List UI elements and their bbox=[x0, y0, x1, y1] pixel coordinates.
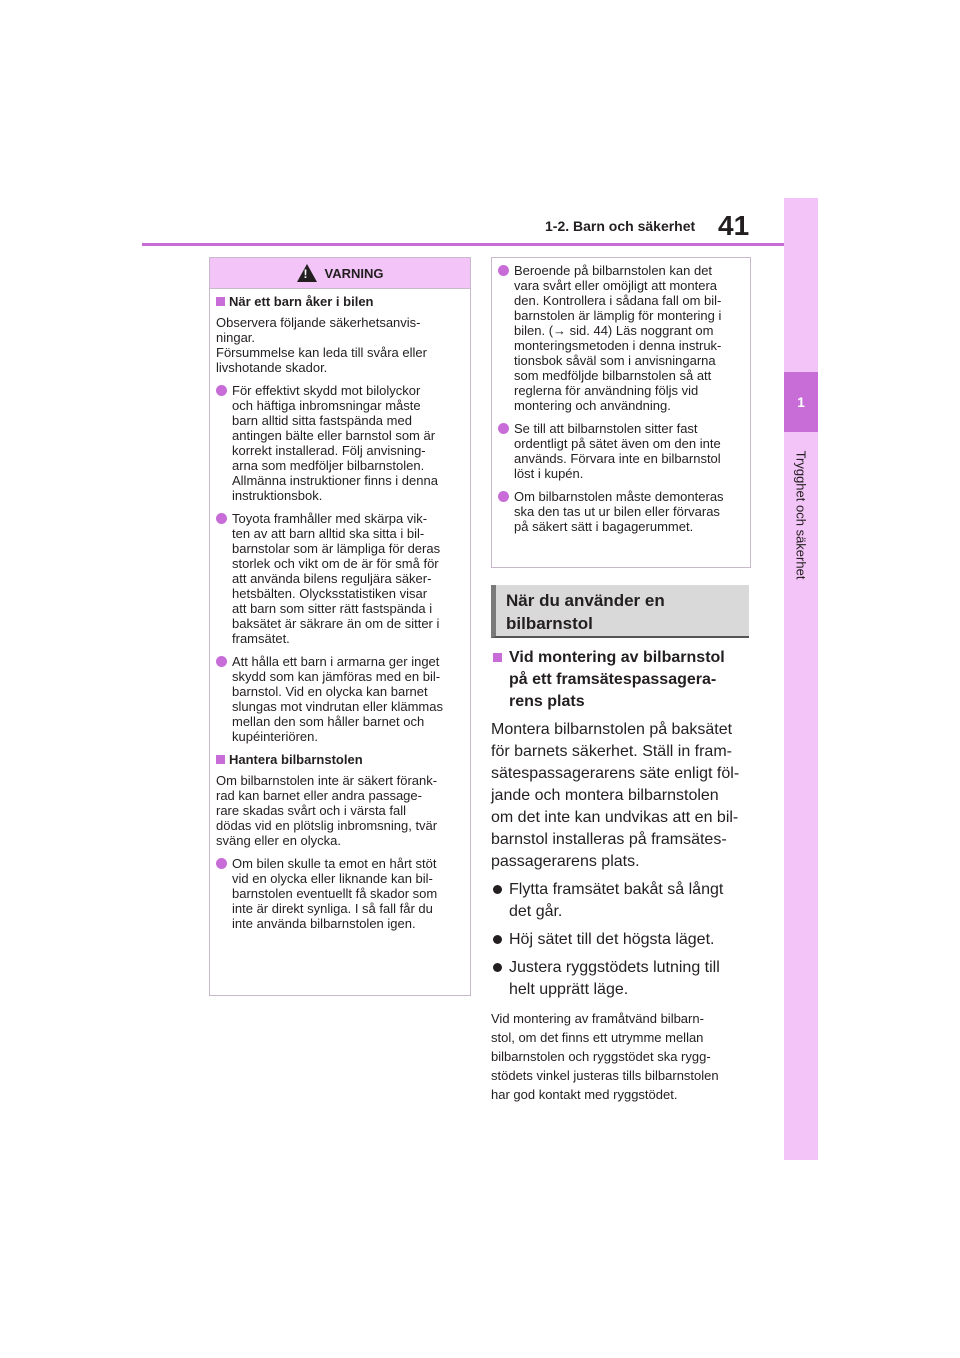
step-item: Justera ryggstödets lutning till helt upprätt läge. bbox=[491, 957, 753, 1001]
warning-bullet: Om bilen skulle ta emot en hårt stöt vid en olycka eller liknande kan bil- barnstolen eventuellt få skador som inte är direkt synliga. I så fall får du inte använda bilbarnstolen igen. bbox=[216, 856, 464, 931]
sub-heading: Vid montering av bilbarnstol på ett framsätespassagera- rens plats bbox=[491, 647, 753, 713]
bullet-dot-icon bbox=[216, 513, 227, 524]
square-bullet-icon bbox=[216, 297, 225, 306]
section-body bbox=[491, 647, 753, 1104]
bullet-dot-icon bbox=[493, 963, 502, 972]
warning-title: VARNING bbox=[324, 265, 384, 281]
warning-intro-1: Observera följande säkerhetsanvis- ningar. Försummelse kan leda till svåra eller livshotande skador. bbox=[216, 315, 427, 375]
bullet-dot-icon bbox=[493, 935, 502, 944]
warning-subheading-2: Hantera bilbarnstolen bbox=[216, 752, 464, 767]
bullet-dot-icon bbox=[216, 385, 227, 396]
header-rule bbox=[142, 243, 784, 246]
warning-bullet: Att hålla ett barn i armarna ger inget skydd som kan jämföras med en bil- barnstol. Vid en olycka kan barnet slungas mot vindrutan eller klämmas mellan den som håller barnet och kupéinteriören. bbox=[216, 654, 464, 744]
bullet-dot-icon bbox=[498, 265, 509, 276]
chapter-side-tab bbox=[784, 198, 818, 1160]
body-paragraph: Montera bilbarnstolen på baksätet för barnets säkerhet. Ställ in fram- sätespassagerarens säte enligt föl- jande och montera bilbarnstolen om det inte kan undvikas att en bil- barnstol installeras på framsätes- passagerarens plats. bbox=[491, 721, 740, 870]
bullet-dot-icon bbox=[216, 656, 227, 667]
warning-header bbox=[210, 258, 470, 289]
warning-triangle-icon bbox=[297, 264, 317, 282]
warning-bullet: Toyota framhåller med skärpa vik- ten av att barn alltid ska sitta i bil- barnstolar som är lämpliga för deras storlek och vikt om de är för små för att använda bilens reguljära säker- hetsbälten. Olycksstatistiken visar att barn som sitter rätt fastspända i baksätet är säkrare än om de sitter i framsätet. bbox=[216, 511, 464, 646]
warning-subheading-1: När ett barn åker i bilen bbox=[216, 294, 464, 309]
section-title: 1-2. Barn och säkerhet bbox=[545, 218, 696, 234]
bullet-dot-icon bbox=[498, 423, 509, 434]
step-item: Flytta framsätet bakåt så långt det går. bbox=[491, 879, 753, 923]
page-number: 41 bbox=[718, 210, 750, 241]
continuation-bullet: Se till att bilbarnstolen sitter fast ordentligt på sätet även om den inte används. Förvara inte en bilbarnstol löst i kupén. bbox=[498, 421, 744, 481]
section-heading: När du använder en bilbarnstol bbox=[491, 585, 749, 638]
chapter-number: 1 bbox=[784, 372, 818, 432]
square-bullet-icon bbox=[493, 653, 502, 662]
continuation-bullet: Beroende på bilbarnstolen kan det vara svårt eller omöjligt att montera den. Kontrollera i sådana fall om bil- barnstolen är lämplig för montering i bilen. (→ sid. 44) Läs noggrant om monteringsmetoden i denna instruk- tionsbok såväl som i anvisningarna som medföljde bilbarnstolen så att reglerna för användning följs vid montering och användning. bbox=[498, 263, 744, 413]
bullet-dot-icon bbox=[498, 491, 509, 502]
square-bullet-icon bbox=[216, 755, 225, 764]
continuation-bullet: Om bilbarnstolen måste demonteras ska den tas ut ur bilen eller förvaras på säkert sätt i bagagerummet. bbox=[498, 489, 744, 534]
bullet-dot-icon bbox=[216, 858, 227, 869]
warning-box bbox=[209, 257, 471, 996]
step-item: Höj sätet till det högsta läget. bbox=[491, 929, 753, 951]
chapter-label: Trygghet och säkerhet bbox=[793, 450, 809, 580]
warning-continuation-box bbox=[491, 257, 751, 568]
warning-intro-2: Om bilbarnstolen inte är säkert förank- rad kan barnet eller andra passage- rare skadas svårt och i värsta fall dödas vid en plötslig inbromsning, tvär sväng eller en olycka. bbox=[216, 773, 438, 848]
bullet-dot-icon bbox=[493, 885, 502, 894]
warning-content bbox=[216, 294, 464, 931]
note-paragraph: Vid montering av framåtvänd bilbarn- stol, om det finns ett utrymme mellan bilbarnstolen och ryggstödet ska rygg- stödets vinkel justeras tills bilbarnstolen har god kontakt med ryggstödet. bbox=[491, 1011, 719, 1102]
warning-bullet: För effektivt skydd mot bilolyckor och häftiga inbromsningar måste barn alltid sitta fastspända med antingen bälte eller barnstol som är korrekt installerad. Följ anvisning- arna som medföljer bilbarnstolen. Allmänna instruktioner finns i denna instruktionsbok. bbox=[216, 383, 464, 503]
continuation-content bbox=[498, 263, 744, 534]
